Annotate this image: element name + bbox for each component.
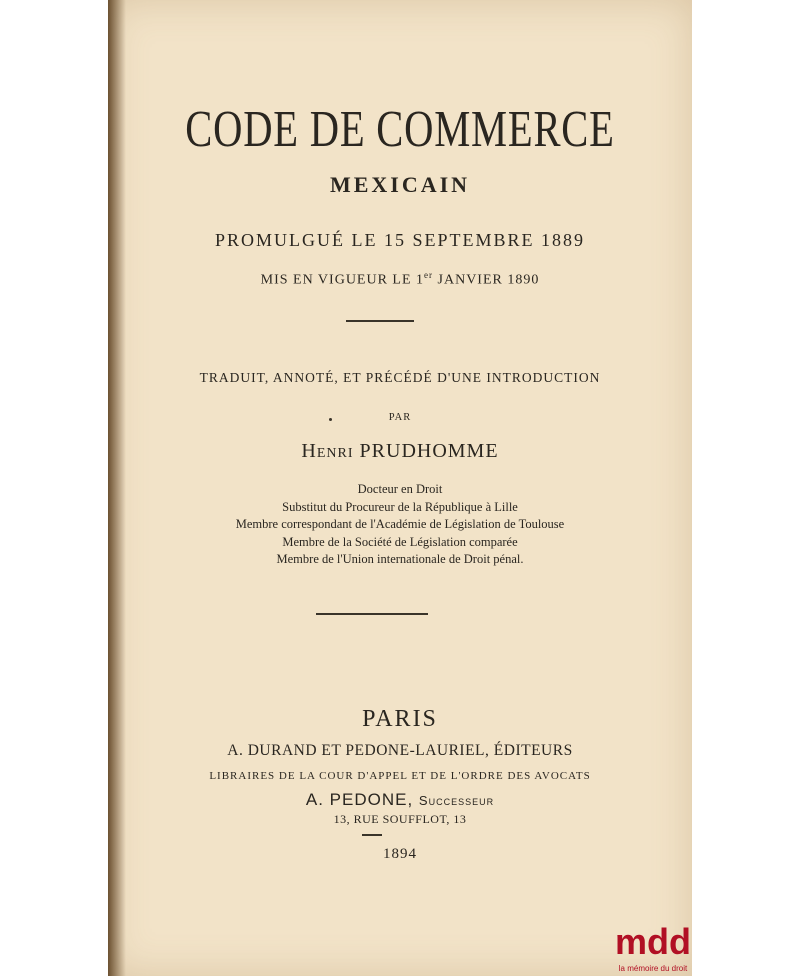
promulgation-date: PROMULGUÉ LE 15 SEPTEMBRE 1889	[214, 230, 586, 250]
divider-rule	[316, 613, 428, 615]
publisher-address: 13, RUE SOUFFLOT, 13	[333, 812, 467, 826]
successor-label: Successeur	[418, 793, 495, 808]
watermark-logo	[612, 921, 694, 973]
ink-speck	[329, 418, 332, 421]
book-title: CODE DE COMMERCE	[185, 101, 615, 158]
in-force-suffix: JANVIER 1890	[433, 272, 540, 288]
author-qualifications	[108, 481, 692, 569]
qualification-line: Membre de l'Union internationale de Droit pénal.	[276, 552, 524, 566]
author-given-name: Henri	[301, 440, 354, 462]
by-label: PAR	[388, 412, 412, 423]
translation-note: TRADUIT, ANNOTÉ, ET PRÉCÉDÉ D'UNE INTRODUCTION	[199, 370, 601, 385]
watermark-tagline: la mémoire du droit	[618, 964, 688, 973]
author-family-name: PRUDHOMME	[359, 440, 499, 462]
publisher-name: A. DURAND ET PEDONE-LAURIEL, ÉDITEURS	[227, 742, 573, 759]
successor-line	[108, 790, 692, 810]
in-force-prefix: MIS EN VIGUEUR LE 1	[260, 272, 425, 288]
in-force-superscript: er	[424, 270, 434, 280]
publication-year: 1894	[383, 846, 417, 862]
qualification-line: Membre correspondant de l'Académie de Législation de Toulouse	[235, 517, 565, 531]
divider-rule	[346, 320, 414, 322]
publication-city: PARIS	[362, 706, 438, 732]
book-subtitle: MEXICAIN	[329, 172, 471, 197]
divider-rule	[362, 834, 382, 836]
qualification-line: Membre de la Société de Législation comparée	[282, 534, 518, 549]
booksellers-line: LIBRAIRES DE LA COUR D'APPEL ET DE L'ORDRE DES AVOCATS	[209, 770, 591, 782]
author-name	[108, 440, 692, 463]
title-page	[108, 0, 692, 976]
watermark-mark: mdd	[615, 921, 691, 962]
qualification-line: Substitut du Procureur de la République à Lille	[282, 499, 518, 514]
in-force-date	[108, 270, 692, 289]
qualification-line: Docteur en Droit	[357, 482, 443, 496]
successor-name: A. PEDONE,	[305, 790, 414, 809]
